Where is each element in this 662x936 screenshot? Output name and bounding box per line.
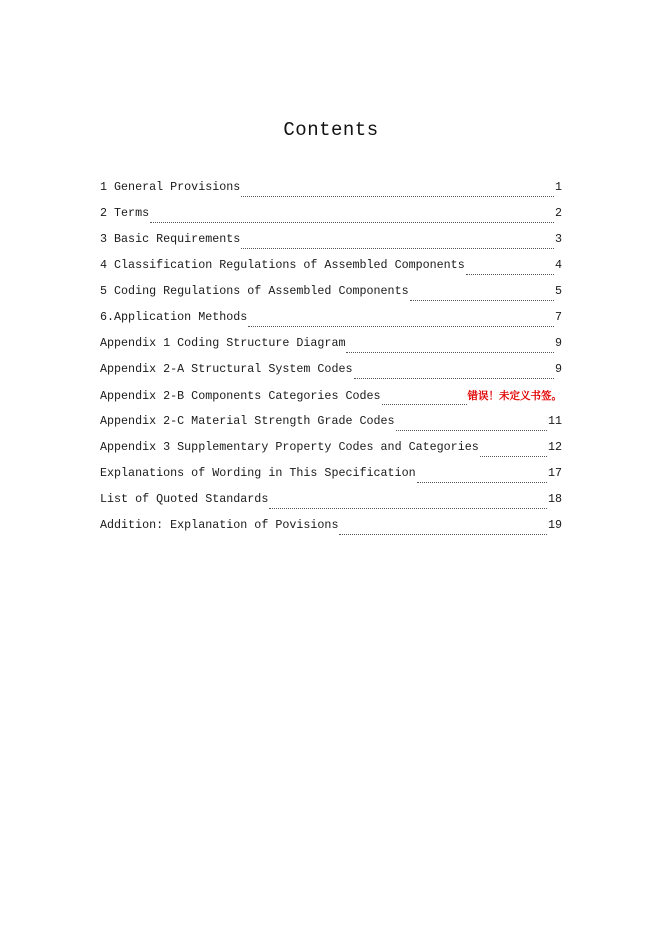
toc-entry-label: Appendix 2-A Structural System Codes bbox=[100, 362, 353, 376]
toc-entry-page: 9 bbox=[554, 362, 562, 376]
toc-entry[interactable] bbox=[100, 232, 562, 258]
toc-entry[interactable] bbox=[100, 492, 562, 518]
toc-entry[interactable] bbox=[100, 388, 562, 414]
toc-leader-dots bbox=[346, 352, 554, 353]
toc-entry-label: 4 Classification Regulations of Assembled Components bbox=[100, 258, 465, 272]
toc-entry-label: List of Quoted Standards bbox=[100, 492, 269, 506]
toc-entry-label: Appendix 1 Coding Structure Diagram bbox=[100, 336, 346, 350]
toc-leader-dots bbox=[241, 196, 554, 197]
toc-leader-dots bbox=[354, 378, 554, 379]
toc-leader-dots bbox=[241, 248, 554, 249]
toc-entry-label: Appendix 2-B Components Categories Codes bbox=[100, 389, 381, 403]
toc-entry-label: Explanations of Wording in This Specification bbox=[100, 466, 416, 480]
toc-entry[interactable] bbox=[100, 466, 562, 492]
toc-entry-page: 19 bbox=[547, 518, 562, 532]
toc-entry[interactable] bbox=[100, 336, 562, 362]
toc-entry-page: 4 bbox=[554, 258, 562, 272]
toc-entry-page: 9 bbox=[554, 336, 562, 350]
toc-entry[interactable] bbox=[100, 414, 562, 440]
toc-leader-dots bbox=[466, 274, 554, 275]
toc-entry[interactable] bbox=[100, 310, 562, 336]
toc-leader-dots bbox=[248, 326, 554, 327]
toc-entry-page: 18 bbox=[547, 492, 562, 506]
toc-entry-page: 5 bbox=[554, 284, 562, 298]
toc-leader-dots bbox=[269, 508, 547, 509]
toc-entry-label: Appendix 3 Supplementary Property Codes and Categories bbox=[100, 440, 479, 454]
toc-entry[interactable] bbox=[100, 206, 562, 232]
table-of-contents bbox=[100, 180, 562, 544]
toc-entry-label: 6.Application Methods bbox=[100, 310, 248, 324]
toc-entry-label: 5 Coding Regulations of Assembled Components bbox=[100, 284, 409, 298]
toc-entry-label: 1 General Provisions bbox=[100, 180, 241, 194]
toc-entry-page: 3 bbox=[554, 232, 562, 246]
toc-entry-page: 1 bbox=[554, 180, 562, 194]
toc-entry[interactable] bbox=[100, 284, 562, 310]
toc-entry[interactable] bbox=[100, 180, 562, 206]
toc-leader-dots bbox=[410, 300, 554, 301]
toc-entry-label: 3 Basic Requirements bbox=[100, 232, 241, 246]
toc-entry-page: 2 bbox=[554, 206, 562, 220]
toc-entry[interactable] bbox=[100, 518, 562, 544]
toc-entry[interactable] bbox=[100, 362, 562, 388]
toc-entry-page: 11 bbox=[547, 414, 562, 428]
toc-entry-label: Addition: Explanation of Povisions bbox=[100, 518, 339, 532]
toc-leader-dots bbox=[339, 534, 547, 535]
toc-entry-label: 2 Terms bbox=[100, 206, 150, 220]
toc-leader-dots bbox=[417, 482, 547, 483]
toc-entry[interactable] bbox=[100, 440, 562, 466]
toc-entry-label: Appendix 2-C Material Strength Grade Codes bbox=[100, 414, 395, 428]
toc-entry-page: 7 bbox=[554, 310, 562, 324]
page-title: Contents bbox=[283, 119, 379, 141]
toc-leader-dots bbox=[396, 430, 547, 431]
toc-leader-dots bbox=[150, 222, 554, 223]
toc-entry-page-error: 错误！未定义书签。 bbox=[467, 390, 562, 402]
toc-leader-dots bbox=[480, 456, 547, 457]
toc-entry[interactable] bbox=[100, 258, 562, 284]
toc-leader-dots bbox=[382, 404, 467, 405]
toc-entry-page: 17 bbox=[547, 466, 562, 480]
toc-entry-page: 12 bbox=[547, 440, 562, 454]
